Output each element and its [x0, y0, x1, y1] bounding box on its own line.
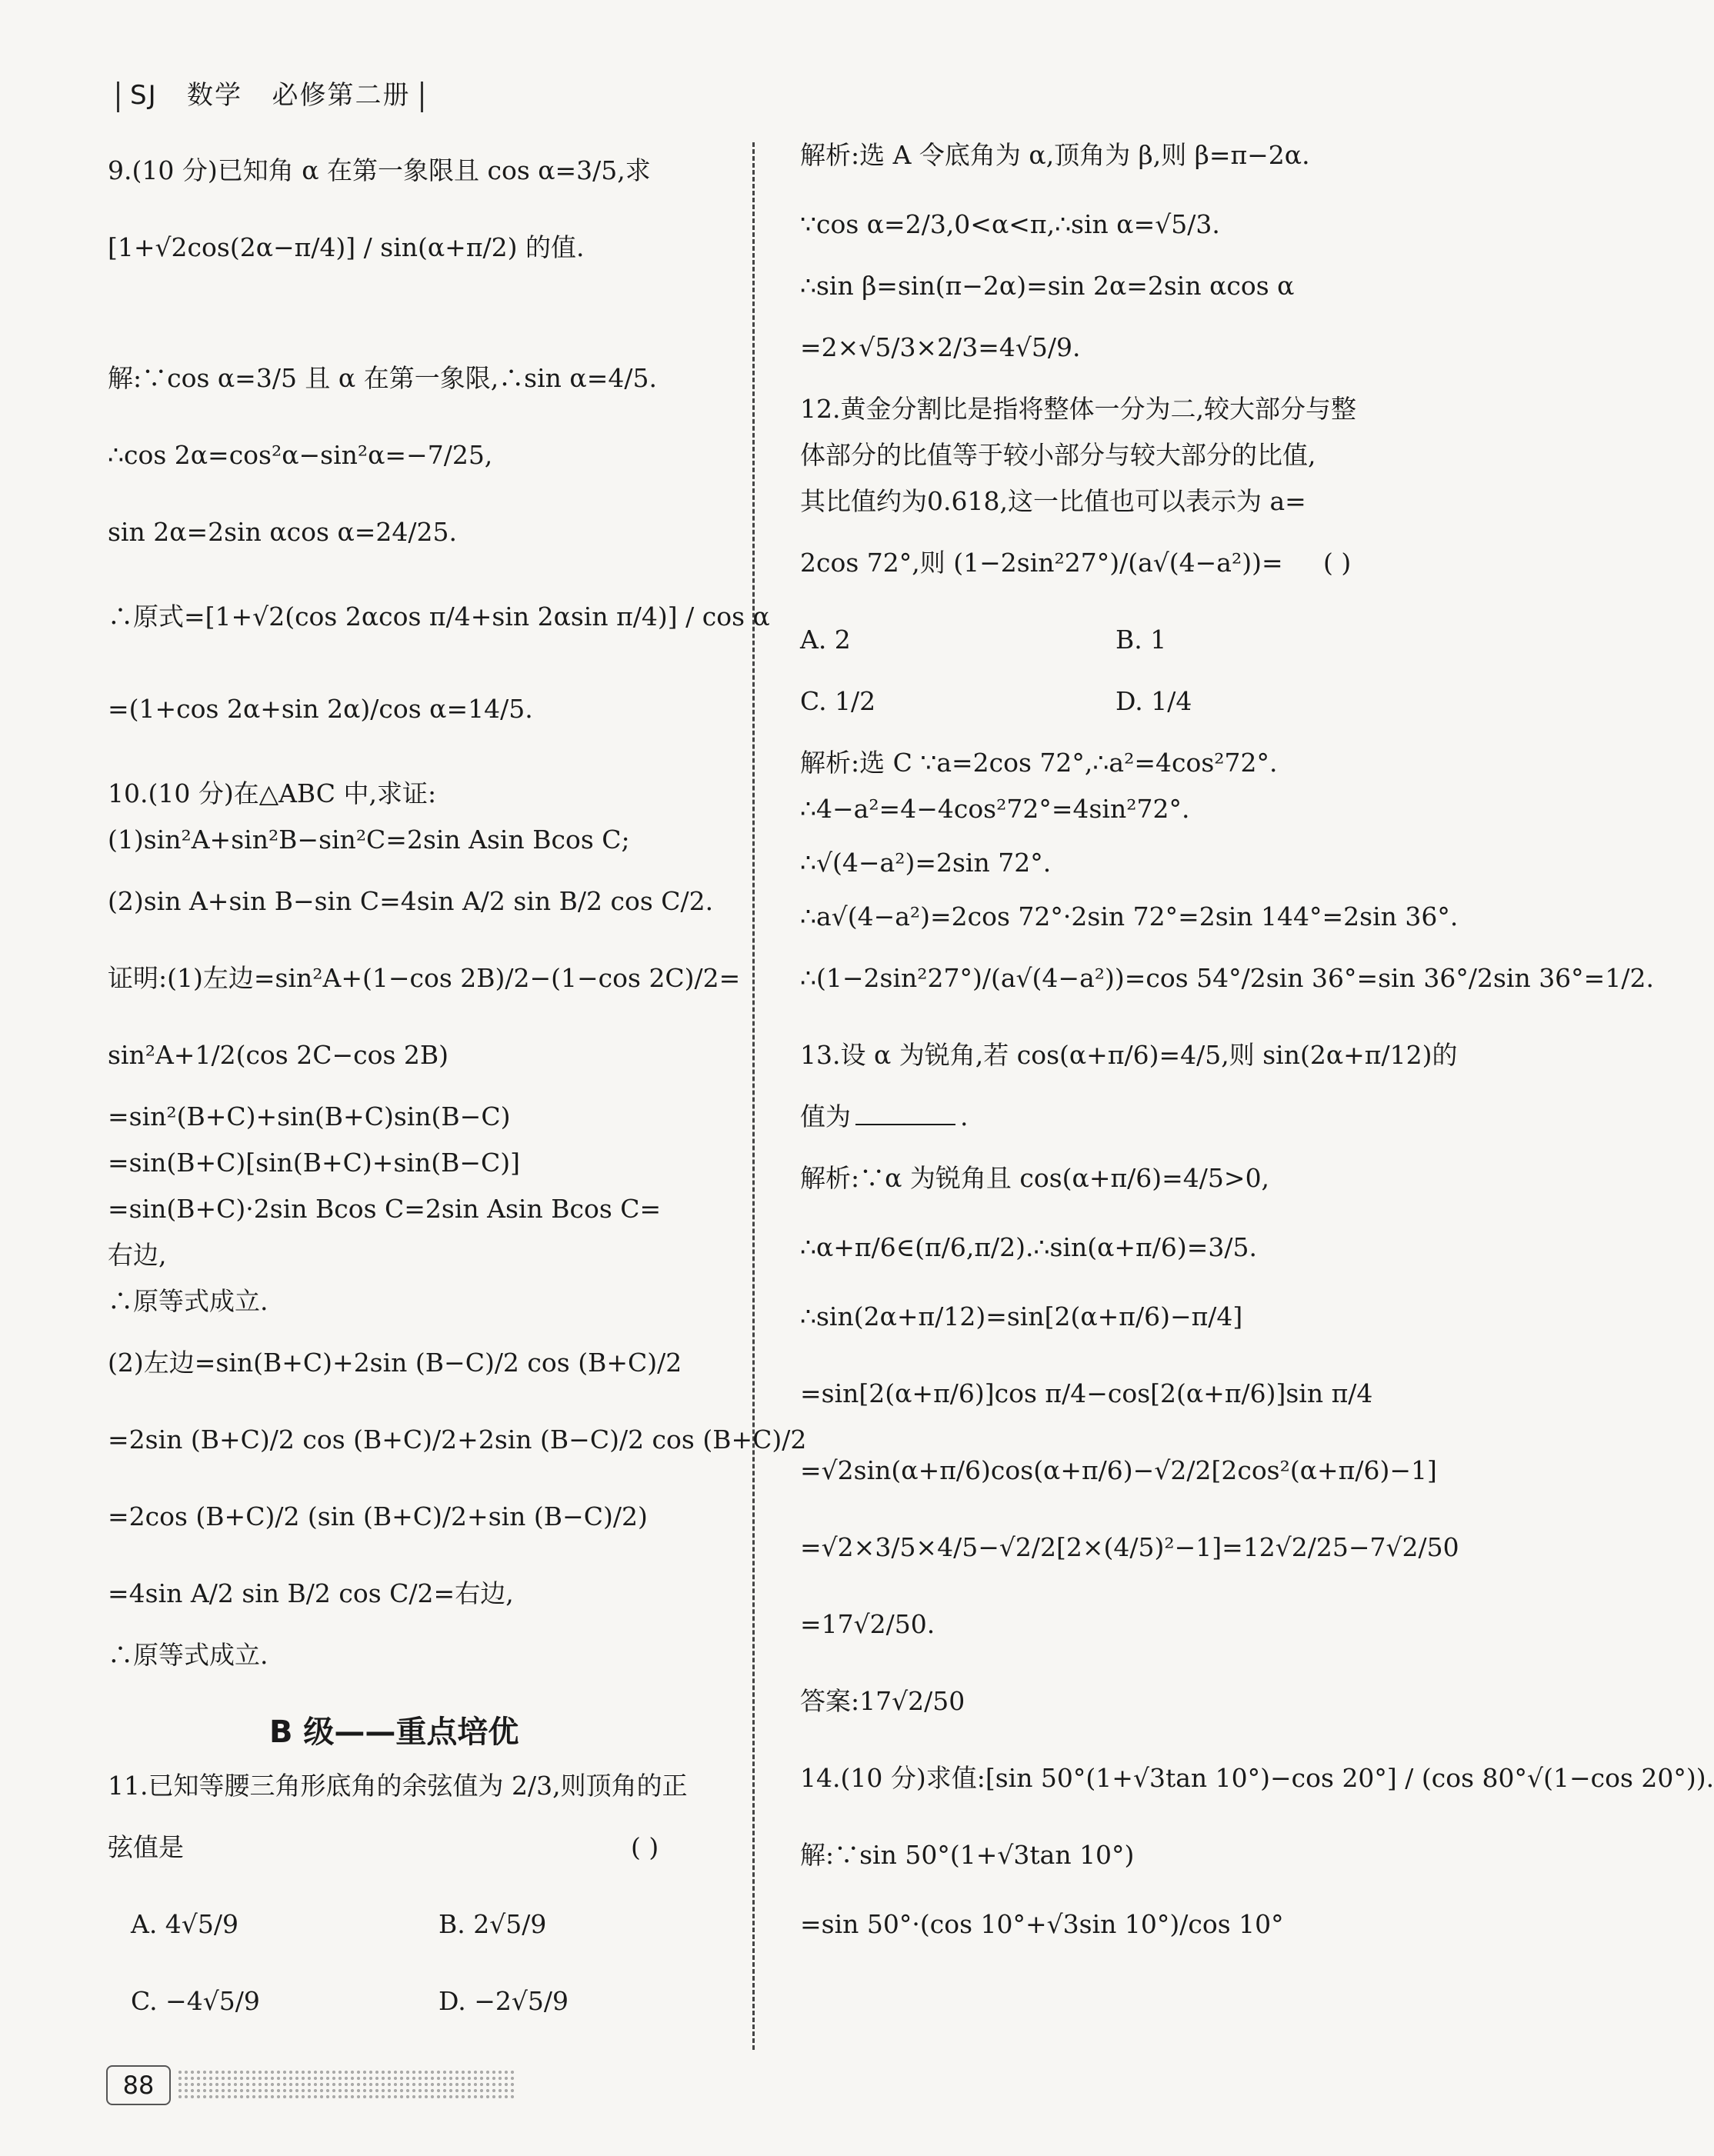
- problem-10-stem: 10.(10 分)在△ABC 中,求证:: [108, 778, 437, 808]
- proof-line: 证明:(1)左边=sin²A+(1−cos 2B)/2−(1−cos 2C)/2=: [108, 963, 741, 993]
- analysis-line: =2×√5/3×2/3=4√5/9.: [800, 332, 1081, 362]
- problem-12-stem: 其比值约为0.618,这一比值也可以表示为 a=: [800, 486, 1306, 516]
- analysis-line: 解析:∵α 为锐角且 cos(α+π/6)=4/5>0,: [800, 1163, 1270, 1193]
- problem-12-stem: 体部分的比值等于较小部分与较大部分的比值,: [800, 440, 1316, 470]
- proof-line: =sin(B+C)·2sin Bcos C=2sin Asin Bcos C=: [108, 1194, 662, 1224]
- header-bar: [421, 82, 423, 112]
- proof-line: =4sin A/2 sin B/2 cos C/2=右边,: [108, 1578, 514, 1608]
- option-b: B. 1: [1115, 625, 1167, 655]
- proof-line: =sin(B+C)[sin(B+C)+sin(B−C)]: [108, 1148, 520, 1178]
- problem-11-stem: 11.已知等腰三角形底角的余弦值为 2/3,则顶角的正: [108, 1771, 688, 1801]
- analysis-line: ∴a√(4−a²)=2cos 72°·2sin 72°=2sin 144°=2sin 36°.: [800, 901, 1459, 931]
- analysis-line: ∴sin β=sin(π−2α)=sin 2α=2sin αcos α: [800, 271, 1295, 301]
- problem-12-stem: 2cos 72°,则 (1−2sin²27°)/(a√(4−a²))=: [800, 548, 1283, 578]
- analysis-line: 解析:选 A 令底角为 α,顶角为 β,则 β=π−2α.: [800, 140, 1310, 170]
- problem-13-suffix: .: [960, 1101, 969, 1131]
- problem-11-stem-cont: 弦值是: [108, 1832, 184, 1862]
- solution-line: 解:∵cos α=3/5 且 α 在第一象限,∴sin α=4/5.: [108, 363, 657, 393]
- solution-line: =(1+cos 2α+sin 2α)/cos α=14/5.: [108, 694, 533, 724]
- proof-line: =2cos (B+C)/2 (sin (B+C)/2+sin (B−C)/2): [108, 1501, 648, 1531]
- problem-10-part2: (2)sin A+sin B−sin C=4sin A/2 sin B/2 cos C/2.: [108, 886, 714, 916]
- proof-line: (2)左边=sin(B+C)+2sin (B−C)/2 cos (B+C)/2: [108, 1348, 682, 1378]
- header-subject: 数学: [187, 80, 243, 111]
- proof-line: =2sin (B+C)/2 cos (B+C)/2+2sin (B−C)/2 cos (B+C)/2: [108, 1425, 807, 1455]
- answer-parentheses: ( ): [1323, 548, 1352, 578]
- footer-dot-pattern: [177, 2069, 515, 2100]
- analysis-line: ∴4−a²=4−4cos²72°=4sin²72°.: [800, 794, 1190, 824]
- page-header: [106, 74, 434, 112]
- answer-line: 答案:17√2/50: [800, 1686, 965, 1716]
- header-bar: [117, 82, 119, 112]
- option-c: C. −4√5/9: [131, 1986, 260, 2016]
- analysis-line: 解析:选 C ∵a=2cos 72°,∴a²=4cos²72°.: [800, 748, 1278, 778]
- proof-line: 右边,: [108, 1240, 167, 1270]
- option-d: D. 1/4: [1115, 686, 1192, 716]
- problem-9-stem: 9.(10 分)已知角 α 在第一象限且 cos α=3/5,求: [108, 155, 651, 185]
- page-number: 88: [106, 2065, 171, 2105]
- column-divider: [752, 142, 755, 2050]
- problem-9-expression: [1+√2cos(2α−π/4)] / sin(α+π/2) 的值.: [108, 232, 585, 262]
- solution-line: sin 2α=2sin αcos α=24/25.: [108, 517, 457, 547]
- solution-line: ∴原式=[1+√2(cos 2αcos π/4+sin 2αsin π/4)] / cos α: [108, 601, 770, 631]
- answer-parentheses: ( ): [631, 1832, 659, 1862]
- solution-line: =sin 50°·(cos 10°+√3sin 10°)/cos 10°: [800, 1909, 1284, 1939]
- problem-13-stem: 13.设 α 为锐角,若 cos(α+π/6)=4/5,则 sin(2α+π/12)的: [800, 1040, 1458, 1070]
- problem-12-stem: 12.黄金分割比是指将整体一分为二,较大部分与整: [800, 394, 1356, 424]
- option-d: D. −2√5/9: [439, 1986, 569, 2016]
- answer-blank: [855, 1124, 955, 1125]
- option-b: B. 2√5/9: [439, 1909, 547, 1939]
- option-a: A. 4√5/9: [131, 1909, 238, 1939]
- analysis-line: ∴sin(2α+π/12)=sin[2(α+π/6)−π/4]: [800, 1301, 1243, 1331]
- problem-13-prefix: 值为: [800, 1101, 851, 1131]
- analysis-line: =17√2/50.: [800, 1609, 935, 1639]
- problem-10-part1: (1)sin²A+sin²B−sin²C=2sin Asin Bcos C;: [108, 825, 630, 855]
- problem-13-stem-cont: [800, 1100, 969, 1135]
- analysis-line: ∴(1−2sin²27°)/(a√(4−a²))=cos 54°/2sin 36°=sin 36°/2sin 36°=1/2.: [800, 963, 1654, 993]
- analysis-line: =sin[2(α+π/6)]cos π/4−cos[2(α+π/6)]sin π/4: [800, 1378, 1373, 1408]
- analysis-line: =√2×3/5×4/5−√2/2[2×(4/5)²−1]=12√2/25−7√2/50: [800, 1532, 1459, 1562]
- section-heading: B 级——重点培优: [269, 1714, 519, 1750]
- solution-line: ∴cos 2α=cos²α−sin²α=−7/25,: [108, 440, 493, 470]
- analysis-line: ∴√(4−a²)=2sin 72°.: [800, 848, 1052, 878]
- proof-line: ∴原等式成立.: [108, 1640, 268, 1670]
- problem-14-stem: 14.(10 分)求值:[sin 50°(1+√3tan 10°)−cos 20°] / (cos 80°√(1−cos 20°)).: [800, 1763, 1714, 1793]
- option-a: A. 2: [800, 625, 851, 655]
- option-c: C. 1/2: [800, 686, 876, 716]
- proof-line: sin²A+1/2(cos 2C−cos 2B): [108, 1040, 449, 1070]
- header-series: SJ: [130, 80, 158, 111]
- proof-line: ∴原等式成立.: [108, 1286, 268, 1316]
- analysis-line: =√2sin(α+π/6)cos(α+π/6)−√2/2[2cos²(α+π/6)−1]: [800, 1455, 1437, 1485]
- analysis-line: ∴α+π/6∈(π/6,π/2).∴sin(α+π/6)=3/5.: [800, 1232, 1257, 1262]
- header-book: 必修第二册: [272, 80, 411, 111]
- solution-line: 解:∵sin 50°(1+√3tan 10°): [800, 1840, 1135, 1870]
- proof-line: =sin²(B+C)+sin(B+C)sin(B−C): [108, 1101, 511, 1131]
- analysis-line: ∵cos α=2/3,0<α<π,∴sin α=√5/3.: [800, 209, 1220, 239]
